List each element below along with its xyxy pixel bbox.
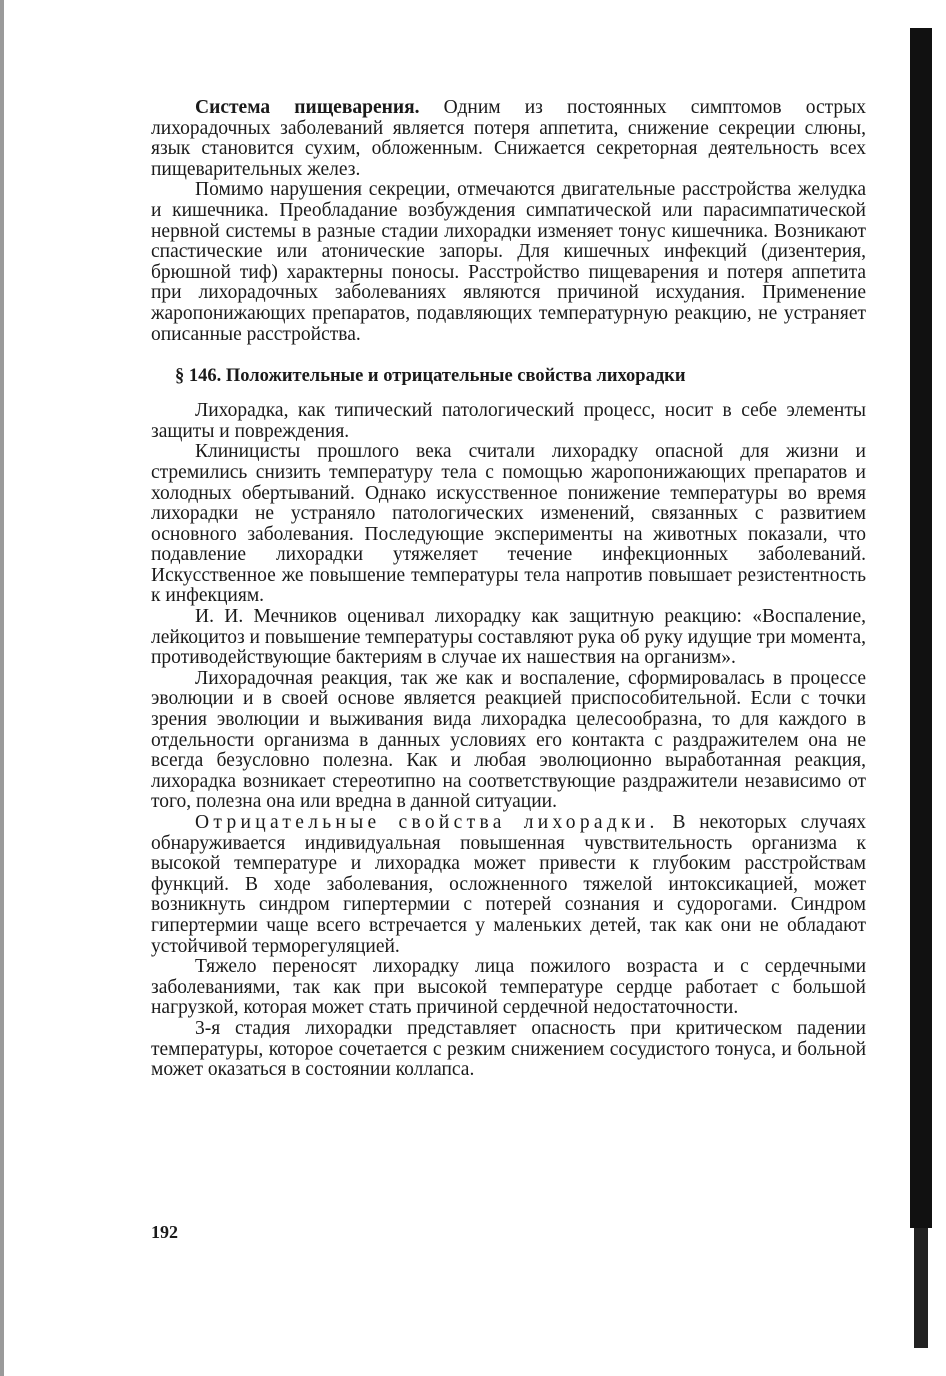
paragraph-text: В некоторых случаях обнаруживается индивидуальная повышенная чувствительность организма к высокой температуре и лихорадка может привести к глубоким расстройствам функций. В ходе заболевания, осложненного тяжелой интоксикацией, может возникнуть синдром гипертермии с потерей сознания и судорогами. Синдром гипертермии чаще всего встречается у маленьких детей, так как они не обладают устойчивой терморегуляцией. — [151, 812, 866, 957]
paragraph-digestive-system — [151, 98, 866, 180]
paragraph-text: Одним из постоянных симптомов острых лихорадочных заболеваний является потеря аппетита, снижение секреции слюны, язык становится сухим, обложенным. Снижается секреторная деятельность всех пищеварительных желез. — [151, 97, 866, 180]
scan-right-edge — [910, 28, 932, 1228]
page-number: 192 — [151, 1222, 178, 1242]
paragraph-clinicians: Клиницисты прошлого века считали лихорадку опасной для жизни и стремились снизить температуру тела с помощью жаропонижающих препаратов и холодных обертываний. Однако искусственное понижение температуры во время лихорадки не устраняло патологических изменений, связанных с развитием основного заболевания. Последующие эксперименты на животных показали, что подавление лихорадки утяжеляет течение инфекционных заболеваний. Искусственное же повышение температуры тела напротив повышает резистентность к инфекциям. — [151, 441, 866, 607]
paragraph-intro: Лихорадка, как типический патологический процесс, носит в себе элементы защиты и повреждения. — [151, 400, 866, 442]
scan-right-edge-lower — [914, 1228, 928, 1348]
scan-left-edge — [0, 0, 4, 1376]
paragraph-lead-negative-properties: Отрицательные свойства лихорадки. — [195, 812, 659, 833]
paragraph-evolution: Лихорадочная реакция, так же как и воспаление, сформировалась в процессе эволюции и в своей основе является реакцией приспособительной. Если с точки зрения эволюции и выживания вида лихорадка целесообразна, то для каждого в отдельности организма в данных условиях его контакта с раздражителем она не всегда безусловно полезна. Как и любая эволюционно выработанная реакция, лихорадка возникает стереотипно на соответствующие раздражители независимо от того, полезна она или вредна в данной ситуации. — [151, 667, 866, 813]
paragraph-third-stage: 3-я стадия лихорадки представляет опасность при критическом падении температуры, которое сочетается с резким снижением сосудистого тонуса, и больной может оказаться в состоянии коллапса. — [151, 1017, 866, 1081]
section-heading: § 146. Положительные и отрицательные свойства лихорадки — [175, 366, 686, 387]
paragraph-mechnikov: И. И. Мечников оценивал лихорадку как защитную реакцию: «Воспаление, лейкоцитоз и повышение температуры составляют рука об руку идущие три момента, противодействующие бактериям в случае их нашествия на организм». — [151, 606, 866, 669]
paragraph-motor-disorders: Помимо нарушения секреции, отмечаются двигательные расстройства желудка и кишечника. Преобладание возбуждения симпатической или парасимпатической нервной системы в разные стадии лихорадки изменяет тонус кишечника. Возникают спастические или атонические запоры. Для кишечных инфекций (дизентерия, брюшной тиф) характерны поносы. Расстройство пищеварения и потеря аппетита при лихорадочных заболеваниях являются причиной исхудания. Применение жаропонижающих препаратов, подавляющих температурную реакцию, не устраняет описанные расстройства. — [151, 179, 866, 345]
paragraph-elderly: Тяжело переносят лихорадку лица пожилого возраста и с сердечными заболеваниями, так как при высокой температуре сердце работает с большой нагрузкой, которая может стать причиной сердечной недостаточности. — [151, 956, 866, 1019]
paragraph-negative-properties — [151, 813, 866, 957]
paragraph-lead-digestive-system: Система пищеварения. — [195, 97, 420, 118]
page-body — [151, 98, 866, 1081]
